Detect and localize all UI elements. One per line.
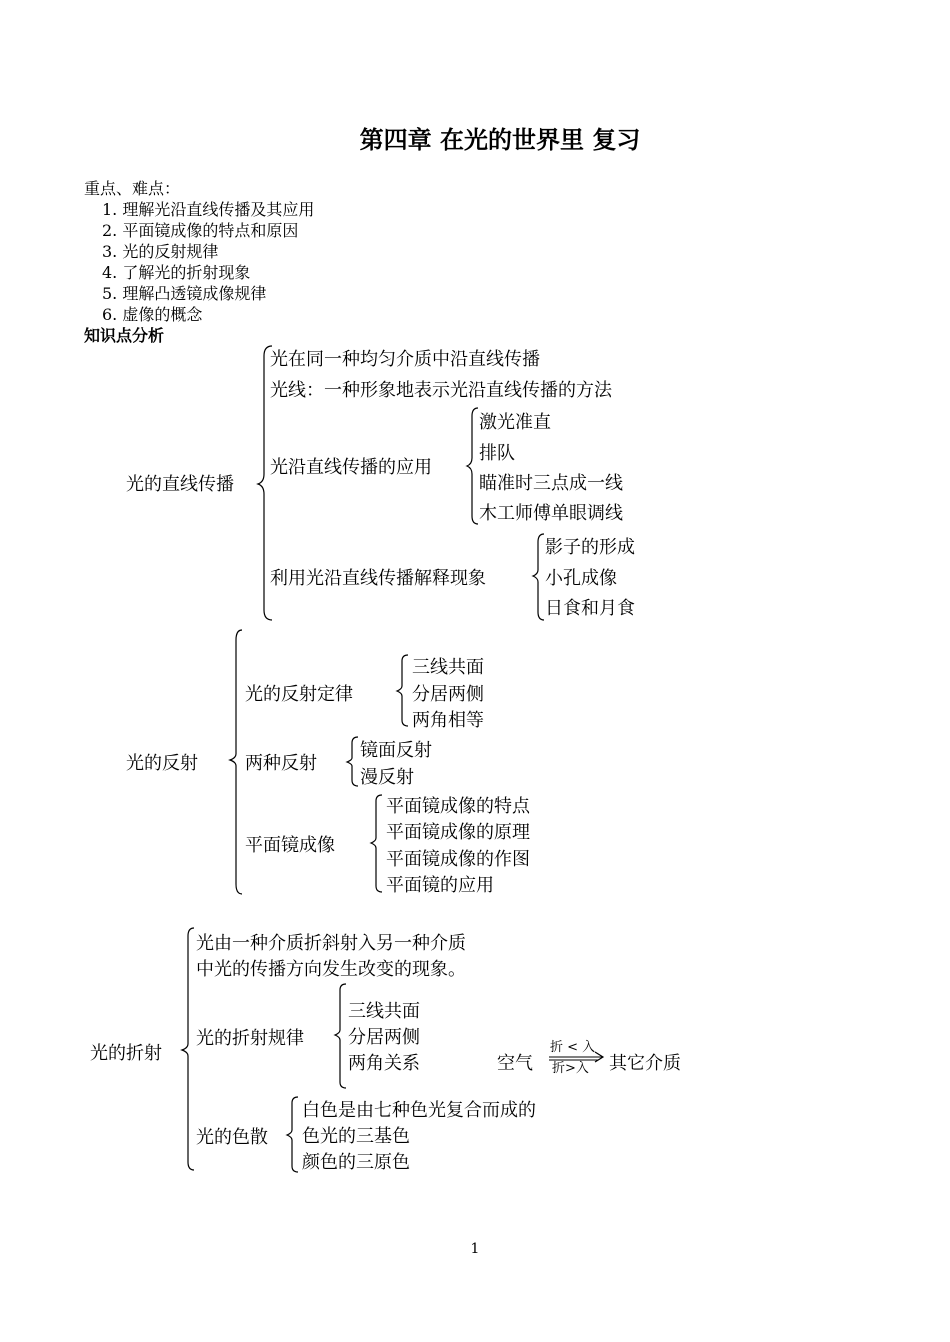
node-refraction-definition: 光由一种介质折斜射入另一种介质	[196, 933, 466, 954]
node-mirror: 平面镜成像的原理	[386, 822, 530, 843]
node-reflection-l1: 两种反射	[245, 753, 317, 774]
key-points-heading: 重点、难点：	[84, 179, 181, 198]
node-reflection-type: 镜面反射	[360, 740, 432, 761]
relation-top: 折 < 入	[550, 1040, 596, 1055]
node-reflection-law: 三线共面	[412, 657, 484, 678]
node-phenomenon: 小孔成像	[545, 568, 617, 589]
node-straight-root: 光的直线传播	[126, 474, 234, 495]
brace-refraction-root	[182, 928, 194, 1170]
node-reflection-l1: 平面镜成像	[245, 835, 335, 856]
node-refraction-root: 光的折射	[90, 1043, 162, 1064]
node-reflection-l1: 光的反射定律	[245, 684, 353, 705]
node-dispersion: 白色是由七种色光复合而成的	[302, 1100, 536, 1121]
node-mirror: 平面镜成像的特点	[386, 796, 530, 817]
brace-applications	[467, 408, 478, 524]
node-straight-l1: 光沿直线传播的应用	[270, 457, 432, 478]
node-straight-l1: 光在同一种均匀介质中沿直线传播	[270, 349, 540, 370]
node-refraction-definition: 中光的传播方向发生改变的现象。	[196, 959, 466, 980]
brace-refraction-law	[335, 984, 346, 1088]
relation-left: 空气	[497, 1053, 533, 1074]
node-phenomenon: 影子的形成	[545, 537, 635, 558]
node-reflection-type: 漫反射	[360, 767, 414, 788]
brace-dispersion	[287, 1097, 298, 1172]
node-dispersion-label: 光的色散	[196, 1127, 268, 1148]
page-title: 第四章 在光的世界里 复习	[359, 125, 641, 154]
node-refraction-law: 三线共面	[348, 1001, 420, 1022]
node-straight-l1: 光线：一种形象地表示光沿直线传播的方法	[270, 380, 612, 401]
node-application: 木工师傅单眼调线	[479, 503, 623, 524]
node-refraction-law: 两角关系	[348, 1053, 420, 1074]
key-point-item: 3. 光的反射规律	[102, 242, 219, 261]
key-point-item: 5. 理解凸透镜成像规律	[102, 284, 267, 303]
brace-reflection-law	[397, 655, 408, 726]
relation-right: 其它介质	[609, 1053, 681, 1074]
node-reflection-law: 两角相等	[412, 710, 484, 731]
node-dispersion: 颜色的三原色	[302, 1152, 410, 1173]
brace-phenomena	[533, 534, 544, 620]
key-point-item: 2. 平面镜成像的特点和原因	[102, 221, 299, 240]
node-application: 瞄准时三点成一线	[479, 473, 623, 494]
analysis-heading: 知识点分析	[84, 326, 165, 345]
brace-mirror	[371, 795, 382, 892]
node-straight-l1: 利用光沿直线传播解释现象	[270, 568, 486, 589]
node-mirror: 平面镜的应用	[386, 875, 494, 896]
node-refraction-law: 分居两侧	[348, 1027, 420, 1048]
node-application: 激光准直	[479, 412, 551, 433]
key-point-item: 6. 虚像的概念	[102, 305, 203, 324]
brace-reflection-root	[230, 630, 242, 894]
node-mirror: 平面镜成像的作图	[386, 849, 530, 870]
node-reflection-root: 光的反射	[126, 753, 198, 774]
node-refraction-law-label: 光的折射规律	[196, 1028, 304, 1049]
node-dispersion: 色光的三基色	[302, 1126, 410, 1147]
page-number: 1	[470, 1241, 480, 1257]
node-phenomenon: 日食和月食	[545, 598, 635, 619]
key-point-item: 1. 理解光沿直线传播及其应用	[102, 200, 315, 219]
brace-reflection-types	[347, 737, 358, 786]
node-reflection-law: 分居两侧	[412, 684, 484, 705]
key-point-item: 4. 了解光的折射现象	[102, 263, 251, 282]
relation-bottom: 折>入	[552, 1061, 589, 1076]
node-application: 排队	[479, 443, 515, 464]
